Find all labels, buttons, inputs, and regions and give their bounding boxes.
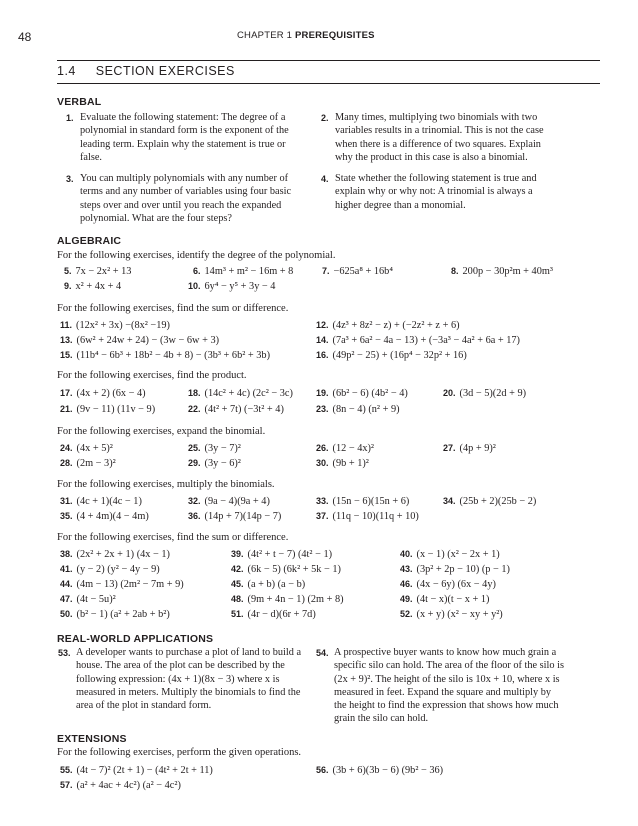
exercise-30 — [316, 458, 369, 469]
exercise-27 — [443, 443, 496, 454]
exercise-39 — [231, 549, 332, 560]
exercise-expression: (14p + 7)(14p − 7) — [204, 511, 282, 522]
exercise-37 — [316, 511, 419, 522]
exercise-number: 23. — [316, 404, 329, 414]
exercise-24 — [60, 443, 113, 454]
instructions-multiply: For the following exercises, multiply the binomials. — [57, 479, 275, 490]
exercise-number: 28. — [60, 458, 73, 468]
exercise-expression: (11b⁴ − 6b³ + 18b² − 4b + 8) − (3b³ + 6b² + 3b) — [76, 350, 270, 361]
exercise-expression: (4t − 7)² (2t + 1) − (4t² + 2t + 11) — [76, 765, 213, 776]
exercise-expression: (12 − 4x)² — [332, 443, 375, 454]
exercise-50 — [60, 609, 170, 620]
exercise-2 — [321, 111, 557, 164]
exercise-32 — [188, 496, 270, 507]
heading-algebraic: ALGEBRAIC — [57, 235, 122, 247]
exercise-expression: x² + 4x + 4 — [75, 281, 122, 292]
exercise-number: 32. — [188, 496, 201, 506]
exercise-number: 36. — [188, 511, 201, 521]
page-number: 48 — [18, 30, 32, 44]
exercise-number: 1. — [66, 113, 74, 123]
exercise-expression: (3d − 5)(2d + 9) — [459, 388, 527, 399]
exercise-43 — [400, 564, 510, 575]
exercise-20 — [443, 388, 526, 399]
exercise-expression: (4x − 6y) (6x − 4y) — [416, 579, 496, 590]
exercise-number: 57. — [60, 780, 73, 790]
exercise-expression: (12x² + 3x) −(8x² −19) — [76, 320, 170, 331]
instructions-degree: For the following exercises, identify the degree of the polynomial. — [57, 250, 336, 261]
exercise-48 — [231, 594, 344, 605]
exercise-52 — [400, 609, 503, 620]
exercise-31 — [60, 496, 142, 507]
exercise-number: 35. — [60, 511, 73, 521]
instructions-expand: For the following exercises, expand the binomial. — [57, 426, 266, 437]
exercise-17 — [60, 388, 146, 399]
exercise-number: 3. — [66, 174, 74, 184]
exercise-number: 11. — [60, 320, 73, 330]
exercise-number: 17. — [60, 388, 73, 398]
exercise-number: 18. — [188, 388, 201, 398]
chapter-header — [237, 30, 375, 41]
exercise-number: 40. — [400, 549, 413, 559]
exercise-expression: (9a − 4)(9a + 4) — [204, 496, 270, 507]
exercise-number: 5. — [64, 266, 72, 276]
exercise-expression: (b² − 1) (a² + 2ab + b²) — [76, 609, 170, 620]
heading-verbal: VERBAL — [57, 96, 102, 108]
exercise-35 — [60, 511, 149, 522]
exercise-expression: (3b + 6)(3b − 6) (9b² − 36) — [332, 765, 444, 776]
exercise-expression: (4z³ + 8z² − z) + (−2z² + z + 6) — [332, 320, 460, 331]
exercise-number: 24. — [60, 443, 73, 453]
exercise-29 — [188, 458, 241, 469]
exercise-41 — [60, 564, 160, 575]
exercise-26 — [316, 443, 374, 454]
exercise-expression: (14c² + 4c) (2c² − 3c) — [204, 388, 293, 399]
instructions-extensions: For the following exercises, perform the given operations. — [57, 747, 302, 758]
instructions-product: For the following exercises, find the product. — [57, 370, 247, 381]
exercise-expression: 6y⁴ − y⁵ + 3y − 4 — [204, 281, 276, 292]
exercise-expression: 14m³ + m² − 16m + 8 — [204, 266, 294, 277]
exercise-text: A prospective buyer wants to know how much grain a specific silo can hold. The area of the floor of the silo is (2x + 9)². The height of the silo is 10x + 10, where x is measured in feet. Expand the square and multiply by the height to find the expression that shows how much grain the silo can hold. — [334, 647, 564, 725]
exercise-number: 2. — [321, 113, 329, 123]
exercise-4 — [321, 172, 557, 212]
exercise-8 — [451, 266, 553, 277]
exercise-12 — [316, 320, 460, 331]
exercise-number: 27. — [443, 443, 456, 453]
exercise-47 — [60, 594, 116, 605]
exercise-number: 42. — [231, 564, 244, 574]
exercise-expression: (4c + 1)(4c − 1) — [76, 496, 142, 507]
exercise-text: You can multiply polynomials with any number of terms and any number of variables using four basic steps over and over until you reach the expanded polynomial. What are the four steps? — [80, 173, 292, 224]
exercise-1 — [66, 111, 302, 164]
exercise-14 — [316, 335, 520, 346]
exercise-text: A developer wants to purchase a plot of land to build a house. The area of the plot can be described by the following expression: (4x + 1)(8x − 3) where x is measured in meters. Multiply the binomials to find the area of the plot in standard form. — [76, 647, 302, 712]
exercise-number: 31. — [60, 496, 73, 506]
exercise-57 — [60, 780, 181, 791]
exercise-expression: (6w² + 24w + 24) − (3w − 6w + 3) — [76, 335, 220, 346]
exercise-21 — [60, 404, 155, 415]
exercise-28 — [60, 458, 116, 469]
exercise-3 — [66, 172, 302, 225]
chapter-prefix: CHAPTER 1 — [237, 30, 293, 41]
exercise-45 — [231, 579, 305, 590]
exercise-number: 54. — [316, 648, 329, 658]
instructions-sum-2: For the following exercises, find the sum or difference. — [57, 532, 289, 543]
exercise-10 — [188, 281, 275, 292]
exercise-expression: (4t² + 7t) (−3t² + 4) — [204, 404, 284, 415]
exercise-19 — [316, 388, 408, 399]
exercise-expression: (3p² + 2p − 10) (p − 1) — [416, 564, 510, 575]
exercise-number: 7. — [322, 266, 330, 276]
exercise-11 — [60, 320, 170, 331]
exercise-expression: 7x − 2x² + 13 — [75, 266, 132, 277]
exercise-expression: (2x² + 2x + 1) (4x − 1) — [76, 549, 170, 560]
exercise-number: 21. — [60, 404, 73, 414]
exercise-expression: (11q − 10)(11q + 10) — [332, 511, 419, 522]
heading-extensions: EXTENSIONS — [57, 733, 127, 745]
exercise-number: 55. — [60, 765, 73, 775]
exercise-number: 50. — [60, 609, 73, 619]
exercise-number: 6. — [193, 266, 201, 276]
exercise-number: 34. — [443, 496, 456, 506]
exercise-18 — [188, 388, 293, 399]
exercise-42 — [231, 564, 341, 575]
exercise-number: 22. — [188, 404, 201, 414]
exercise-number: 38. — [60, 549, 73, 559]
exercise-44 — [60, 579, 184, 590]
exercise-expression: (25b + 2)(25b − 2) — [459, 496, 537, 507]
exercise-53 — [58, 646, 308, 712]
exercise-6 — [193, 266, 293, 277]
exercise-expression: (4t − x)(t − x + 1) — [416, 594, 490, 605]
exercise-expression: (x − 1) (x² − 2x + 1) — [416, 549, 500, 560]
exercise-34 — [443, 496, 536, 507]
exercise-expression: (2m − 3)² — [76, 458, 116, 469]
exercise-number: 52. — [400, 609, 413, 619]
exercise-25 — [188, 443, 241, 454]
exercise-number: 49. — [400, 594, 413, 604]
exercise-number: 30. — [316, 458, 329, 468]
exercise-number: 4. — [321, 174, 329, 184]
exercise-expression: (a + b) (a − b) — [247, 579, 306, 590]
exercise-expression: (9m + 4n − 1) (2m + 8) — [247, 594, 344, 605]
exercise-number: 51. — [231, 609, 244, 619]
exercise-expression: (4 + 4m)(4 − 4m) — [76, 511, 149, 522]
exercise-expression: (4x + 2) (6x − 4) — [76, 388, 146, 399]
section-rule — [57, 83, 600, 84]
exercise-23 — [316, 404, 400, 415]
exercise-51 — [231, 609, 316, 620]
exercise-5 — [64, 266, 131, 277]
exercise-number: 26. — [316, 443, 329, 453]
exercise-expression: (7a³ + 6a² − 4a − 13) + (−3a³ − 4a² + 6a + 17) — [332, 335, 520, 346]
exercise-number: 47. — [60, 594, 73, 604]
exercise-13 — [60, 335, 219, 346]
exercise-55 — [60, 765, 213, 776]
exercise-22 — [188, 404, 284, 415]
exercise-46 — [400, 579, 496, 590]
heading-real-world: REAL-WORLD APPLICATIONS — [57, 633, 214, 645]
exercise-text: Evaluate the following statement: The degree of a polynomial in standard form is the exponent of the leading term. Explain why the statement is true or false. — [80, 112, 289, 163]
exercise-number: 46. — [400, 579, 413, 589]
exercise-expression: (15n − 6)(15n + 6) — [332, 496, 410, 507]
exercise-expression: (6b² − 6) (4b² − 4) — [332, 388, 408, 399]
exercise-7 — [322, 266, 393, 277]
exercise-number: 29. — [188, 458, 201, 468]
exercise-number: 16. — [316, 350, 329, 360]
exercise-number: 14. — [316, 335, 329, 345]
exercise-expression: (3y − 7)² — [204, 443, 241, 454]
exercise-38 — [60, 549, 170, 560]
exercise-text: State whether the following statement is true and explain why or why not: A trinomial is always a higher degree than a monomial. — [335, 173, 537, 211]
exercise-40 — [400, 549, 500, 560]
exercise-number: 13. — [60, 335, 73, 345]
exercise-54 — [316, 646, 566, 726]
exercise-expression: (6k − 5) (6k² + 5k − 1) — [247, 564, 341, 575]
exercise-number: 10. — [188, 281, 201, 291]
exercise-expression: (9v − 11) (11v − 9) — [76, 404, 156, 415]
exercise-expression: (a² + 4ac + 4c²) (a² − 4c²) — [76, 780, 181, 791]
exercise-text: Many times, multiplying two binomials with two variables results in a trinomial. This is not the case when there is a difference of two squares. Explain why the product in this case is also a binomial. — [335, 112, 544, 163]
exercise-number: 44. — [60, 579, 73, 589]
exercise-expression: (y − 2) (y² − 4y − 9) — [76, 564, 160, 575]
exercise-number: 39. — [231, 549, 244, 559]
exercise-expression: (9b + 1)² — [332, 458, 369, 469]
exercise-number: 41. — [60, 564, 73, 574]
exercise-number: 25. — [188, 443, 201, 453]
exercise-33 — [316, 496, 409, 507]
exercise-expression: −625a⁸ + 16b⁴ — [333, 266, 393, 277]
exercise-expression: (49p² − 25) + (16p⁴ − 32p² + 16) — [332, 350, 467, 361]
exercise-expression: (4r − d)(6r + 7d) — [247, 609, 316, 620]
exercise-number: 19. — [316, 388, 329, 398]
exercise-expression: (4p + 9)² — [459, 443, 496, 454]
exercise-expression: (8n − 4) (n² + 9) — [332, 404, 400, 415]
exercise-expression: (4x + 5)² — [76, 443, 113, 454]
exercise-number: 15. — [60, 350, 73, 360]
chapter-name: PREREQUISITES — [294, 30, 375, 41]
exercise-number: 45. — [231, 579, 244, 589]
exercise-36 — [188, 511, 281, 522]
section-title: 1.4 SECTION EXERCISES — [57, 64, 235, 78]
exercise-expression: (x + y) (x² − xy + y²) — [416, 609, 503, 620]
exercise-expression: 200p − 30p²m + 40m³ — [462, 266, 553, 277]
instructions-sum: For the following exercises, find the sum or difference. — [57, 303, 289, 314]
exercise-number: 56. — [316, 765, 329, 775]
exercise-number: 48. — [231, 594, 244, 604]
exercise-16 — [316, 350, 467, 361]
exercise-number: 9. — [64, 281, 72, 291]
exercise-56 — [316, 765, 443, 776]
exercise-expression: (3y − 6)² — [204, 458, 241, 469]
top-rule — [57, 60, 600, 61]
exercise-number: 20. — [443, 388, 456, 398]
exercise-expression: (4m − 13) (2m² − 7m + 9) — [76, 579, 184, 590]
exercise-number: 43. — [400, 564, 413, 574]
exercise-number: 8. — [451, 266, 459, 276]
exercise-number: 37. — [316, 511, 329, 521]
exercise-number: 33. — [316, 496, 329, 506]
exercise-number: 53. — [58, 648, 71, 658]
exercise-expression: (4t − 5u)² — [76, 594, 116, 605]
exercise-expression: (4t² + t − 7) (4t² − 1) — [247, 549, 333, 560]
exercise-9 — [64, 281, 121, 292]
exercise-15 — [60, 350, 270, 361]
exercise-number: 12. — [316, 320, 329, 330]
exercise-49 — [400, 594, 489, 605]
